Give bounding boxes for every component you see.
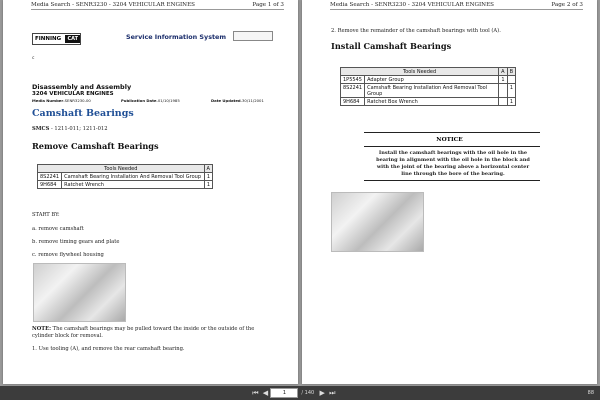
step-b: b. remove timing gears and plate xyxy=(32,239,120,245)
page-number-input[interactable]: 1 xyxy=(270,388,298,398)
notice-rule-mid xyxy=(364,146,540,147)
table-row: 8S2241 Camshaft Bearing Installation And Removal Tool Group 1 xyxy=(341,84,516,98)
media-number: Media Number-SENR3230-00 xyxy=(32,98,91,103)
step-1: 1. Use tooling (A), and remove the rear camshaft bearing. xyxy=(32,346,185,352)
last-page-icon[interactable]: ⏭ xyxy=(329,388,336,397)
notice-rule-bottom xyxy=(364,180,540,181)
table-row: 8S2241 Camshaft Bearing Installation And Removal Tool Group 1 xyxy=(38,173,213,181)
page-total: / 140 xyxy=(301,390,315,396)
publication-date: Publication Date-01/10/1985 xyxy=(121,98,180,103)
viewer-toolbar xyxy=(0,386,600,400)
page-header xyxy=(330,2,583,10)
first-page-icon[interactable]: ⏮ xyxy=(252,388,259,397)
step-a: a. remove camshaft xyxy=(32,226,84,232)
doc-title: Disassembly and Assembly xyxy=(32,83,132,91)
tools-table-remove xyxy=(37,164,213,189)
note: NOTE: The camshaft bearings may be pulled toward the inside or the outside of the cylinder block for removal. xyxy=(32,326,255,339)
document-page-2 xyxy=(302,0,597,384)
zoom-level[interactable]: 88 xyxy=(587,390,595,396)
sis-title: Service Information System xyxy=(126,33,227,41)
table-header-row: Tools Needed A xyxy=(38,165,213,173)
notice-title: NOTICE xyxy=(436,137,463,143)
document-page-1 xyxy=(3,0,298,384)
header-left: Media Search - SENR3230 - 3204 VEHICULAR ENGINES xyxy=(31,2,195,8)
section-remove: Remove Camshaft Bearings xyxy=(32,141,159,151)
header-right: Page 1 of 3 xyxy=(252,2,284,8)
page-title: Camshaft Bearings xyxy=(32,108,134,119)
table-row: 1P5545 Adapter Group 1 xyxy=(341,76,516,84)
table-header-row: Tools Needed A B xyxy=(341,68,516,76)
step-c: c. remove flywheel housing xyxy=(32,252,104,258)
tools-table-install xyxy=(340,67,516,106)
header-right: Page 2 of 3 xyxy=(551,2,583,8)
start-by: START BY: xyxy=(32,212,60,218)
page-header xyxy=(31,2,284,10)
next-page-icon[interactable]: ▶ xyxy=(319,389,325,397)
header-left: Media Search - SENR3230 - 3204 VEHICULAR ENGINES xyxy=(330,2,494,8)
table-row: 9H684 Ratchet Wrench 1 xyxy=(38,181,213,189)
finning-cat-logo: FINNING CAT xyxy=(32,33,81,45)
small-mark: c xyxy=(32,56,35,61)
date-updated: Date Updated-30/11/2001 xyxy=(211,98,264,103)
doc-subtitle: 3204 VEHICULAR ENGINES xyxy=(32,91,114,97)
sis-box xyxy=(233,31,273,41)
notice-body: Install the camshaft bearings with the oil hole in the bearing in alignment with the oil hole in the block and with the joint of the bearing above a horizontal center line through the bore of the bearing. xyxy=(376,150,530,177)
smcs-codes: SMCS - 1211-011; 1211-012 xyxy=(32,126,108,132)
prev-page-icon[interactable]: ◀ xyxy=(262,389,269,397)
section-install: Install Camshaft Bearings xyxy=(331,41,452,51)
engine-photo-2 xyxy=(331,192,424,252)
table-row: 9H684 Ratchet Box Wrench 1 xyxy=(341,98,516,106)
notice-rule-top xyxy=(364,132,540,133)
engine-photo-1 xyxy=(33,263,126,322)
step-2: 2. Remove the remainder of the camshaft bearings with tool (A). xyxy=(331,28,501,34)
